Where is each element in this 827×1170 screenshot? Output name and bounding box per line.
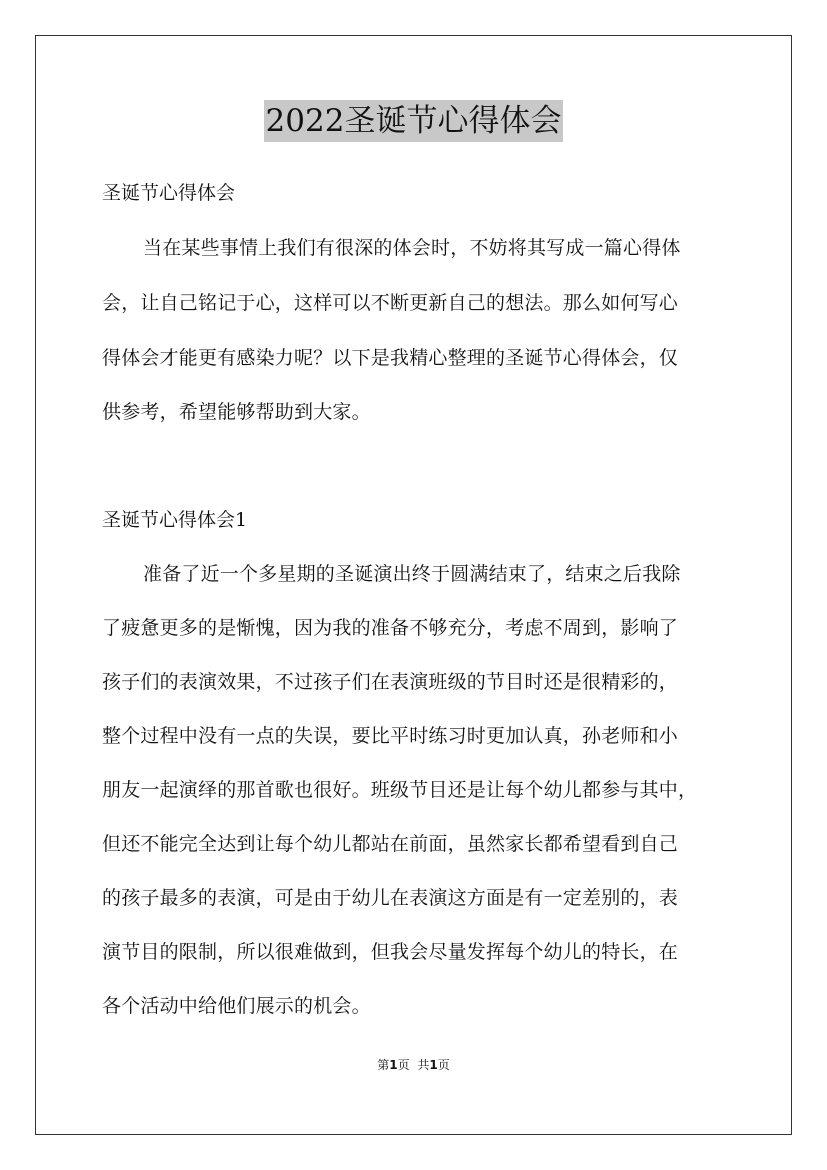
body-line: 各个活动中给他们展示的机会。 — [102, 995, 371, 1017]
intro-line: 会，让自己铭记于心，这样可以不断更新自己的想法。那么如何写心 — [102, 292, 679, 314]
document-title: 2022圣诞节心得体会 — [264, 100, 564, 142]
body-line: 但还不能完全达到让每个幼儿都站在前面，虽然家长都希望看到自己 — [102, 833, 679, 855]
page-suffix: 页 — [397, 1058, 410, 1072]
body-line: 准备了近一个多星期的圣诞演出终于圆满结束了，结束之后我除 — [143, 563, 681, 585]
body-line: 了疲惫更多的是惭愧，因为我的准备不够充分，考虑不周到，影响了 — [102, 617, 679, 639]
intro-line: 得体会才能更有感染力呢？以下是我精心整理的圣诞节心得体会，仅 — [102, 347, 679, 369]
page-footer — [0, 1057, 827, 1073]
body-line: 孩子们的表演效果，不过孩子们在表演班级的节目时还是很精彩的， — [102, 671, 679, 693]
body-line: 演节目的限制，所以很难做到，但我会尽量发挥每个幼儿的特长，在 — [102, 941, 679, 963]
page-number: 1 — [389, 1058, 398, 1072]
body-line: 整个过程中没有一点的失误，要比平时练习时更加认真，孙老师和小 — [102, 725, 679, 747]
section-heading: 圣诞节心得体会1 — [102, 509, 248, 531]
intro-line: 供参考，希望能够帮助到大家。 — [102, 401, 371, 423]
body-line: 的孩子最多的表演，可是由于幼儿在表演这方面是有一定差别的，表 — [102, 887, 679, 909]
total-number: 1 — [429, 1058, 438, 1072]
title-container — [0, 100, 827, 142]
subheading: 圣诞节心得体会 — [102, 182, 236, 204]
body-line: 朋友一起演绎的那首歌也很好。班级节目还是让每个幼儿都参与其中， — [102, 779, 698, 801]
total-suffix: 页 — [437, 1058, 450, 1072]
intro-line: 当在某些事情上我们有很深的体会时，不妨将其写成一篇心得体 — [143, 237, 681, 259]
total-prefix: 共 — [417, 1058, 430, 1072]
page-prefix: 第 — [377, 1058, 390, 1072]
